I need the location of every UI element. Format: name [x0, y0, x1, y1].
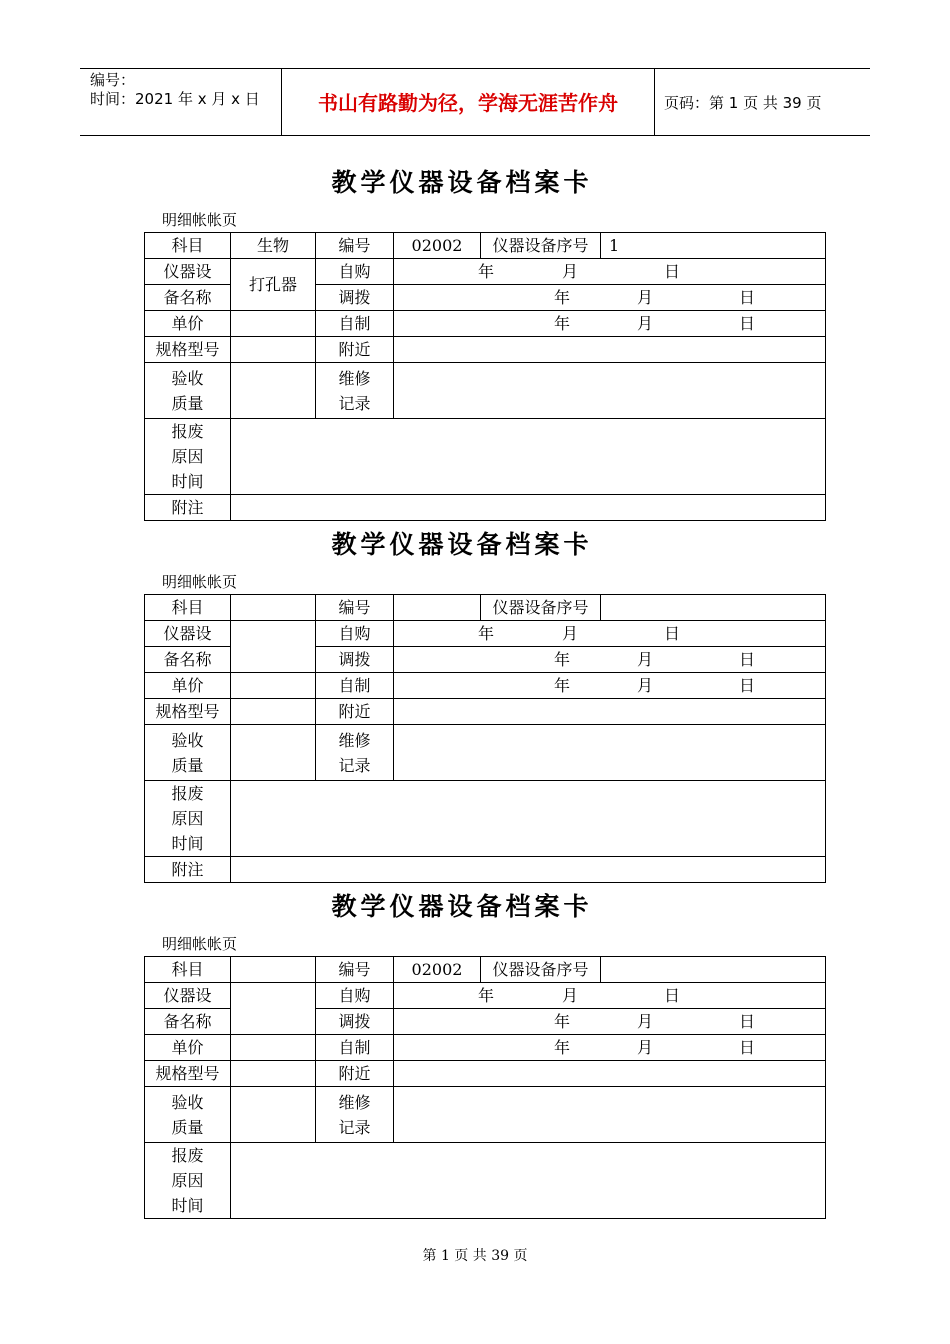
scrap-label-line1: 报废 — [171, 422, 204, 441]
code-value: 02002 — [394, 957, 481, 983]
scrap-label-line3: 时间 — [171, 834, 204, 853]
acceptance-label-line1: 验收 — [171, 1092, 204, 1112]
spec-label: 规格型号 — [145, 1061, 231, 1087]
self-made-label: 自制 — [316, 311, 394, 337]
acceptance-label-line2: 质量 — [171, 755, 204, 775]
code-label: 编号 — [316, 233, 394, 259]
header-motto: 书山有路勤为径，学海无涯苦作舟 — [318, 91, 618, 115]
note-value — [231, 857, 826, 883]
price-value — [231, 311, 316, 337]
subject-value: 生物 — [231, 233, 316, 259]
nearby-label: 附近 — [316, 699, 394, 725]
card-table — [144, 956, 826, 1219]
card-subtitle: 明细帐帐页 — [162, 573, 238, 591]
scrap-label-line3: 时间 — [171, 1196, 204, 1215]
scrap-value — [231, 1143, 826, 1219]
card-title: 教学仪器设备档案卡 — [331, 530, 593, 559]
repair-label-line1: 维修 — [338, 1092, 371, 1112]
name-label-line1: 仪器设 — [145, 983, 231, 1009]
transfer-date — [394, 647, 826, 673]
header-top-rule — [80, 68, 870, 69]
spec-label: 规格型号 — [145, 337, 231, 363]
card-table — [144, 232, 826, 521]
code-value — [394, 595, 481, 621]
year-label: 年 — [554, 1038, 571, 1057]
self-buy-label: 自购 — [316, 259, 394, 285]
self-made-date — [394, 311, 826, 337]
serial-label: 仪器设备序号 — [481, 233, 601, 259]
month-label: 月 — [562, 624, 579, 643]
note-label: 附注 — [145, 495, 231, 521]
name-value: 打孔器 — [231, 259, 316, 311]
repair-value — [394, 363, 826, 419]
name-value — [231, 983, 316, 1035]
card-table — [144, 594, 826, 883]
acceptance-label-line2: 质量 — [171, 1117, 204, 1137]
header-time-label: 时间：2021 年 x 月 x 日 — [90, 90, 260, 108]
code-value: 02002 — [394, 233, 481, 259]
serial-label: 仪器设备序号 — [481, 595, 601, 621]
self-made-date — [394, 1035, 826, 1061]
month-label: 月 — [637, 1038, 654, 1057]
self-buy-date — [394, 259, 826, 285]
day-label: 日 — [739, 1012, 756, 1031]
spec-value — [231, 699, 316, 725]
acceptance-label-line2: 质量 — [171, 393, 204, 413]
nearby-value — [394, 1061, 826, 1087]
scrap-value — [231, 781, 826, 857]
repair-label-line2: 记录 — [338, 755, 371, 775]
spec-value — [231, 1061, 316, 1087]
nearby-value — [394, 699, 826, 725]
year-label: 年 — [554, 314, 571, 333]
year-label: 年 — [554, 288, 571, 307]
repair-label-line2: 记录 — [338, 1117, 371, 1137]
self-made-label: 自制 — [316, 673, 394, 699]
repair-value — [394, 1087, 826, 1143]
code-label: 编号 — [316, 957, 394, 983]
acceptance-label — [145, 1087, 231, 1143]
year-label: 年 — [478, 986, 495, 1005]
month-label: 月 — [637, 314, 654, 333]
header-code-label: 编号： — [90, 71, 136, 89]
card-subtitle: 明细帐帐页 — [162, 935, 238, 953]
scrap-label-line2: 原因 — [171, 447, 204, 466]
name-label-line1: 仪器设 — [145, 259, 231, 285]
month-label: 月 — [637, 676, 654, 695]
month-label: 月 — [637, 1012, 654, 1031]
transfer-label: 调拨 — [316, 647, 394, 673]
day-label: 日 — [739, 650, 756, 669]
transfer-label: 调拨 — [316, 285, 394, 311]
acceptance-label — [145, 363, 231, 419]
transfer-date — [394, 285, 826, 311]
repair-label — [316, 725, 394, 781]
month-label: 月 — [562, 262, 579, 281]
subject-label: 科目 — [145, 233, 231, 259]
serial-value — [601, 957, 826, 983]
year-label: 年 — [478, 262, 495, 281]
scrap-value — [231, 419, 826, 495]
code-label: 编号 — [316, 595, 394, 621]
card-title: 教学仪器设备档案卡 — [331, 892, 593, 921]
subject-value — [231, 595, 316, 621]
day-label: 日 — [739, 314, 756, 333]
name-label-line2: 备名称 — [145, 647, 231, 673]
repair-label-line1: 维修 — [338, 730, 371, 750]
scrap-label-line1: 报废 — [171, 1146, 204, 1165]
year-label: 年 — [554, 676, 571, 695]
acceptance-label — [145, 725, 231, 781]
day-label: 日 — [664, 624, 681, 643]
month-label: 月 — [637, 288, 654, 307]
serial-value — [601, 595, 826, 621]
price-value — [231, 1035, 316, 1061]
acceptance-value — [231, 363, 316, 419]
acceptance-value — [231, 1087, 316, 1143]
self-made-date — [394, 673, 826, 699]
transfer-label: 调拨 — [316, 1009, 394, 1035]
subject-label: 科目 — [145, 957, 231, 983]
subject-value — [231, 957, 316, 983]
name-value — [231, 621, 316, 673]
spec-value — [231, 337, 316, 363]
month-label: 月 — [637, 650, 654, 669]
self-made-label: 自制 — [316, 1035, 394, 1061]
acceptance-label-line1: 验收 — [171, 730, 204, 750]
transfer-date — [394, 1009, 826, 1035]
repair-label — [316, 363, 394, 419]
card-subtitle: 明细帐帐页 — [162, 211, 238, 229]
acceptance-value — [231, 725, 316, 781]
day-label: 日 — [664, 986, 681, 1005]
month-label: 月 — [562, 986, 579, 1005]
note-label: 附注 — [145, 857, 231, 883]
scrap-label-line2: 原因 — [171, 1171, 204, 1190]
year-label: 年 — [554, 1012, 571, 1031]
self-buy-label: 自购 — [316, 621, 394, 647]
serial-value: 1 — [601, 233, 826, 259]
self-buy-date — [394, 621, 826, 647]
name-label-line1: 仪器设 — [145, 621, 231, 647]
repair-value — [394, 725, 826, 781]
name-label-line2: 备名称 — [145, 1009, 231, 1035]
note-value — [231, 495, 826, 521]
day-label: 日 — [739, 676, 756, 695]
day-label: 日 — [739, 288, 756, 307]
subject-label: 科目 — [145, 595, 231, 621]
scrap-label-line3: 时间 — [171, 472, 204, 491]
repair-label-line2: 记录 — [338, 393, 371, 413]
scrap-label — [145, 1143, 231, 1219]
scrap-label — [145, 781, 231, 857]
self-buy-label: 自购 — [316, 983, 394, 1009]
nearby-label: 附近 — [316, 1061, 394, 1087]
page-footer: 第 1 页 共 39 页 — [422, 1248, 528, 1264]
price-label: 单价 — [145, 1035, 231, 1061]
scrap-label-line2: 原因 — [171, 809, 204, 828]
repair-label — [316, 1087, 394, 1143]
header-page-info: 页码：第 1 页 共 39 页 — [664, 94, 822, 112]
nearby-label: 附近 — [316, 337, 394, 363]
self-buy-date — [394, 983, 826, 1009]
year-label: 年 — [554, 650, 571, 669]
price-label: 单价 — [145, 311, 231, 337]
spec-label: 规格型号 — [145, 699, 231, 725]
scrap-label-line1: 报废 — [171, 784, 204, 803]
header-bottom-rule — [80, 135, 870, 136]
scrap-label — [145, 419, 231, 495]
nearby-value — [394, 337, 826, 363]
serial-label: 仪器设备序号 — [481, 957, 601, 983]
year-label: 年 — [478, 624, 495, 643]
card-title: 教学仪器设备档案卡 — [331, 168, 593, 197]
price-value — [231, 673, 316, 699]
day-label: 日 — [739, 1038, 756, 1057]
name-label-line2: 备名称 — [145, 285, 231, 311]
header-divider — [654, 68, 655, 135]
acceptance-label-line1: 验收 — [171, 368, 204, 388]
price-label: 单价 — [145, 673, 231, 699]
day-label: 日 — [664, 262, 681, 281]
repair-label-line1: 维修 — [338, 368, 371, 388]
